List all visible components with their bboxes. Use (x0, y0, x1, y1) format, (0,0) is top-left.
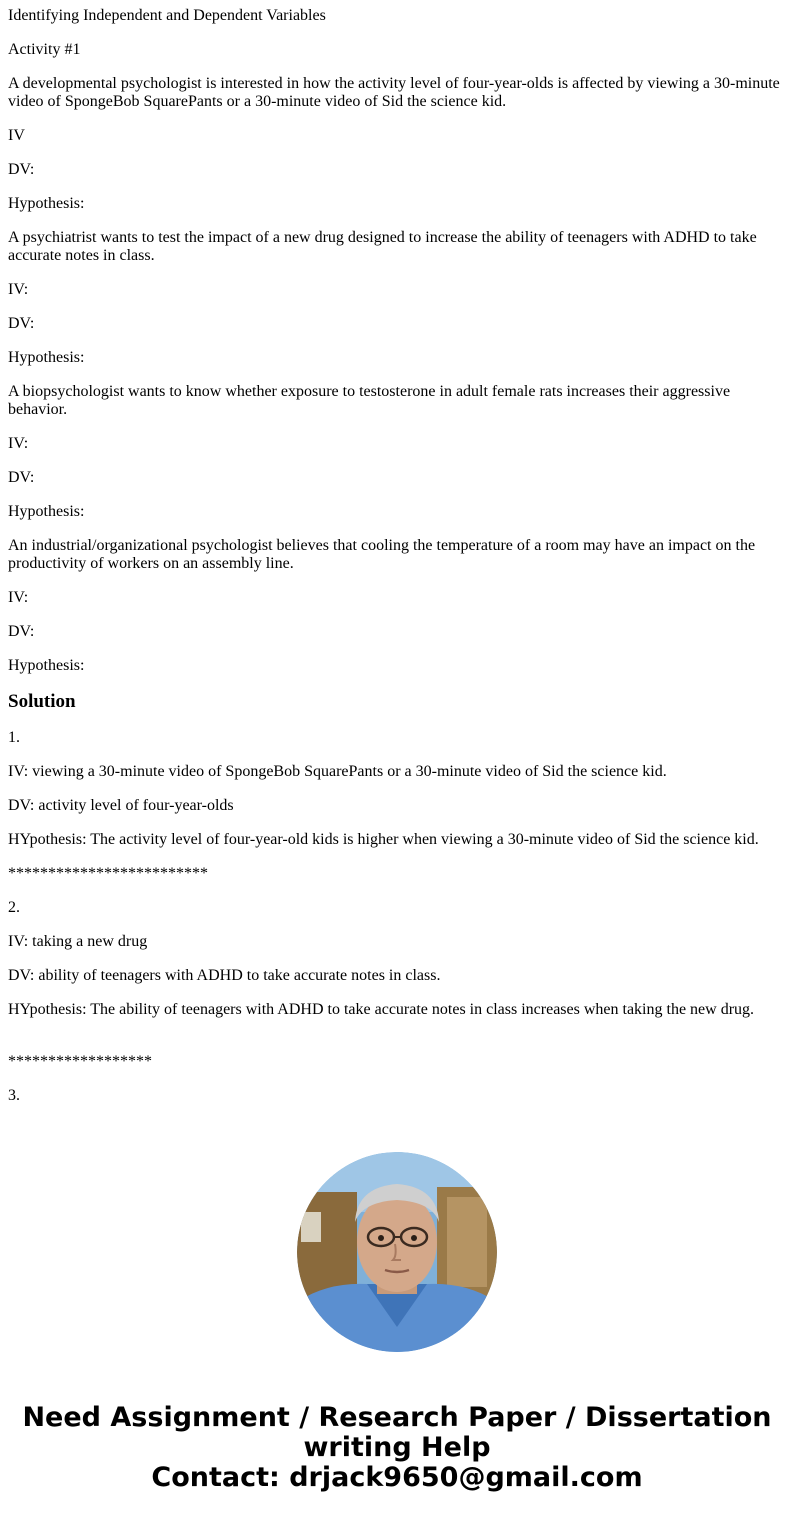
document-title: Identifying Independent and Dependent Variables (8, 7, 326, 24)
question-4-dv: DV: (8, 623, 35, 640)
promo-line-1: Need Assignment / Research Paper / Dissertation (22, 1402, 772, 1433)
promo-banner (0, 1403, 794, 1493)
question-4-iv: IV: (8, 589, 29, 606)
question-3-dv: DV: (8, 469, 35, 486)
solution-2-number: 2. (8, 899, 20, 916)
question-2-iv: IV: (8, 281, 29, 298)
question-3-hypothesis: Hypothesis: (8, 503, 85, 520)
question-3-iv: IV: (8, 435, 29, 452)
solution-2-hypothesis: HYpothesis: The ability of teenagers with ADHD to take accurate notes in class increases when taking the new drug. (8, 1001, 755, 1018)
solution-2-dv: DV: ability of teenagers with ADHD to take accurate notes in class. (8, 967, 441, 984)
question-1-prompt: A developmental psychologist is interested in how the activity level of four-year-olds is affected by viewing a 30-minute video of SpongeBob SquarePants or a 30-minute video of Sid the science kid. (8, 75, 780, 110)
solution-heading: Solution (8, 691, 76, 712)
question-1-dv: DV: (8, 161, 35, 178)
author-avatar (297, 1152, 497, 1352)
question-2-prompt: A psychiatrist wants to test the impact of a new drug designed to increase the ability of teenagers with ADHD to take accurate notes in class. (8, 229, 757, 264)
activity-label: Activity #1 (8, 41, 81, 58)
separator-1: ************************* (8, 865, 208, 882)
solution-3-number: 3. (8, 1087, 20, 1104)
question-2-dv: DV: (8, 315, 35, 332)
author-photo (297, 1152, 497, 1352)
question-2-hypothesis: Hypothesis: (8, 349, 85, 366)
question-4-prompt: An industrial/organizational psychologist believes that cooling the temperature of a room may have an impact on the productivity of workers on an assembly line. (8, 537, 756, 572)
solution-1-number: 1. (8, 729, 20, 746)
question-3-prompt: A biopsychologist wants to know whether exposure to testosterone in adult female rats increases their aggressive behavior. (8, 383, 731, 418)
question-1-hypothesis: Hypothesis: (8, 195, 85, 212)
promo-contact: Contact: drjack9650@gmail.com (151, 1462, 643, 1493)
question-4-hypothesis: Hypothesis: (8, 657, 85, 674)
question-1-iv: IV (8, 127, 25, 144)
solution-1-dv: DV: activity level of four-year-olds (8, 797, 234, 814)
solution-1-hypothesis: HYpothesis: The activity level of four-year-old kids is higher when viewing a 30-minute video of Sid the science kid. (8, 831, 759, 848)
solution-2-iv: IV: taking a new drug (8, 933, 148, 950)
spacer (8, 1035, 786, 1053)
promo-line-2: writing Help (303, 1432, 491, 1463)
separator-2: ****************** (8, 1053, 152, 1070)
solution-1-iv: IV: viewing a 30-minute video of SpongeBob SquarePants or a 30-minute video of Sid the science kid. (8, 763, 667, 780)
